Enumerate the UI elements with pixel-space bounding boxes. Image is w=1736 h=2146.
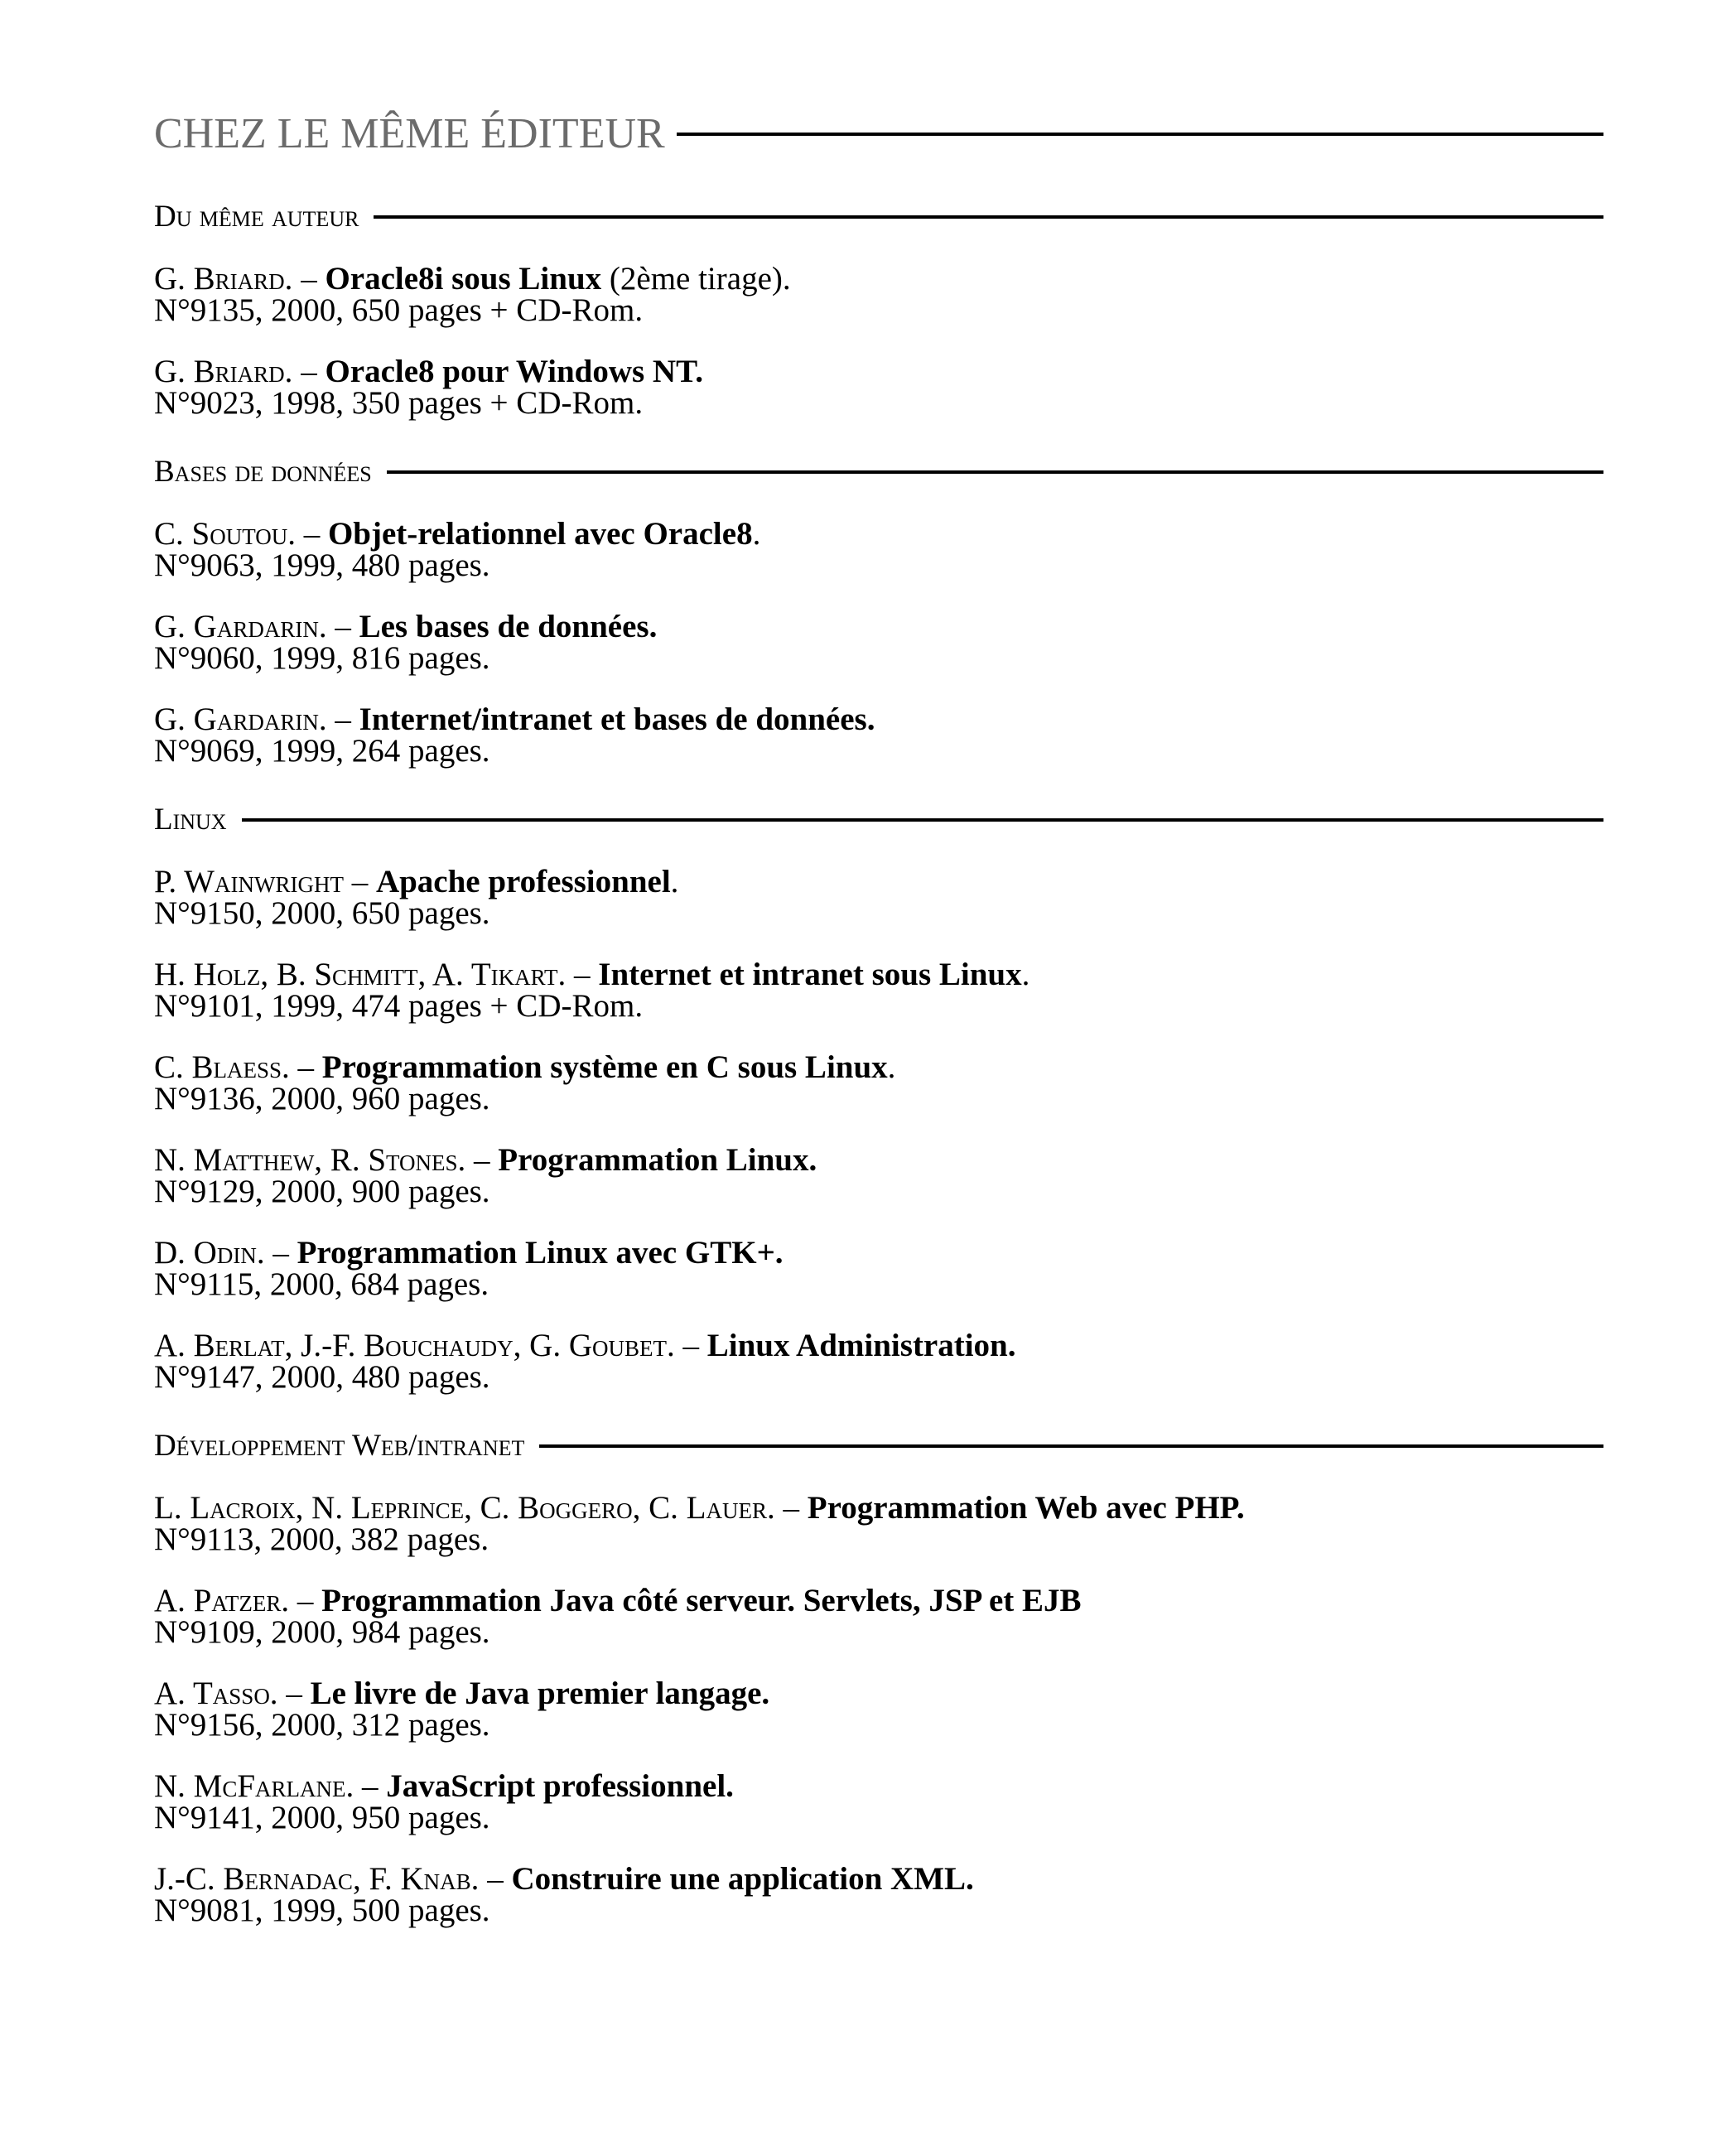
book-title-suffix: . xyxy=(670,864,679,899)
book-separator: – xyxy=(295,516,328,552)
book-details: N°9150, 2000, 650 pages. xyxy=(154,895,490,931)
book-separator: – xyxy=(479,1861,512,1897)
section-heading-text: Linux xyxy=(154,803,227,837)
book-details: N°9115, 2000, 684 pages. xyxy=(154,1266,489,1302)
book-entry-line xyxy=(154,1049,1603,1085)
book-details: N°9135, 2000, 650 pages + CD-Rom. xyxy=(154,292,644,328)
book-entry-line xyxy=(154,1330,1603,1362)
section-rule xyxy=(387,470,1603,474)
book-entry-line xyxy=(154,1678,1603,1710)
book-entry xyxy=(154,1678,1603,1741)
book-entry xyxy=(154,1142,1603,1209)
book-details: N°9147, 2000, 480 pages. xyxy=(154,1359,490,1395)
catalog-sections xyxy=(154,194,1603,1927)
section-heading xyxy=(154,194,1603,240)
section-heading xyxy=(154,797,1603,843)
book-title: Programmation Linux. xyxy=(498,1142,817,1178)
book-entry xyxy=(154,518,1603,581)
book-details: N°9141, 2000, 950 pages. xyxy=(154,1800,490,1835)
book-entry xyxy=(154,611,1603,674)
book-authors: C. Blaess. xyxy=(154,1049,290,1085)
book-entry-line xyxy=(154,866,1603,898)
book-authors: P. Wainwright xyxy=(154,864,344,899)
book-separator: – xyxy=(264,1235,297,1271)
book-details: N°9081, 1999, 500 pages. xyxy=(154,1893,490,1928)
book-entry xyxy=(154,356,1603,419)
book-separator: – xyxy=(292,261,326,297)
section-rule xyxy=(242,818,1603,822)
book-title: Les bases de données. xyxy=(359,609,658,644)
book-separator: – xyxy=(774,1490,808,1526)
book-title: Programmation Linux avec GTK+. xyxy=(297,1235,784,1271)
book-entry-line xyxy=(154,263,1603,295)
book-title-suffix: . xyxy=(752,516,761,552)
book-separator: – xyxy=(326,702,359,737)
book-details: N°9023, 1998, 350 pages + CD-Rom. xyxy=(154,385,644,421)
book-authors: N. McFarlane. xyxy=(154,1768,354,1804)
book-entry xyxy=(154,959,1603,1022)
book-entry-line xyxy=(154,1490,1603,1526)
book-entry xyxy=(154,1861,1603,1928)
book-entry xyxy=(154,1585,1603,1648)
book-entry xyxy=(154,1768,1603,1835)
book-separator: – xyxy=(343,864,376,899)
book-title-suffix: . xyxy=(1021,957,1030,992)
book-details: N°9101, 1999, 474 pages + CD-Rom. xyxy=(154,988,644,1024)
book-title: Apache professionnel xyxy=(375,864,671,899)
book-entry-line xyxy=(154,518,1603,550)
book-entry xyxy=(154,1237,1603,1300)
book-authors: G. Gardarin. xyxy=(154,702,327,737)
section-rule xyxy=(374,215,1603,219)
book-title: Internet et intranet sous Linux xyxy=(598,957,1022,992)
book-entry xyxy=(154,1330,1603,1393)
book-separator: – xyxy=(289,1583,322,1618)
book-separator: – xyxy=(289,1049,322,1085)
heading-rule xyxy=(677,133,1603,136)
book-title: Oracle8 pour Windows NT. xyxy=(325,354,703,389)
section-heading xyxy=(154,449,1603,495)
book-entry-line xyxy=(154,611,1603,643)
book-title: Objet-relationnel avec Oracle8 xyxy=(327,516,753,552)
section-heading-text: Bases de données xyxy=(154,455,372,489)
section-heading-text: Développement Web/intranet xyxy=(154,1429,525,1463)
section-heading xyxy=(154,1423,1603,1469)
book-entry xyxy=(154,1490,1603,1557)
book-entry-line xyxy=(154,704,1603,735)
book-details: N°9136, 2000, 960 pages. xyxy=(154,1081,490,1116)
book-entry-line xyxy=(154,1142,1603,1178)
book-entry-line xyxy=(154,1585,1603,1617)
book-separator: – xyxy=(566,957,599,992)
book-details: N°9113, 2000, 382 pages. xyxy=(154,1521,489,1557)
book-separator: – xyxy=(674,1328,707,1363)
book-separator: – xyxy=(354,1768,387,1804)
book-authors: G. Gardarin. xyxy=(154,609,327,644)
book-entry xyxy=(154,1049,1603,1116)
book-authors: A. Patzer. xyxy=(154,1583,290,1618)
book-separator: – xyxy=(277,1676,311,1711)
book-separator: – xyxy=(465,1142,499,1178)
book-details: N°9060, 1999, 816 pages. xyxy=(154,640,490,676)
book-details: N°9069, 1999, 264 pages. xyxy=(154,733,490,769)
page-heading xyxy=(154,104,1603,164)
book-entry-line xyxy=(154,1237,1603,1269)
book-title: Programmation Java côté serveur. Servlets, JSP et EJB xyxy=(321,1583,1082,1618)
book-title: Construire une application XML. xyxy=(511,1861,974,1897)
catalog-content xyxy=(154,104,1603,1956)
book-title: Oracle8i sous Linux xyxy=(325,261,602,297)
book-details: N°9129, 2000, 900 pages. xyxy=(154,1174,490,1209)
book-entry xyxy=(154,866,1603,929)
book-separator: – xyxy=(326,609,359,644)
book-authors: A. Berlat, J.-F. Bouchaudy, G. Goubet. xyxy=(154,1328,675,1363)
book-title: Programmation Web avec PHP. xyxy=(807,1490,1245,1526)
book-title: JavaScript professionnel. xyxy=(386,1768,734,1804)
book-authors: G. Briard. xyxy=(154,354,293,389)
book-title-suffix: . xyxy=(887,1049,896,1085)
book-authors: A. Tasso. xyxy=(154,1676,278,1711)
book-authors: J.-C. Bernadac, F. Knab. xyxy=(154,1861,480,1897)
book-authors: H. Holz, B. Schmitt, A. Tikart. xyxy=(154,957,567,992)
page-heading-text: CHEZ LE MÊME ÉDITEUR xyxy=(154,110,665,157)
book-details: N°9156, 2000, 312 pages. xyxy=(154,1707,490,1743)
book-authors: N. Matthew, R. Stones. xyxy=(154,1142,466,1178)
book-entry-line xyxy=(154,1768,1603,1804)
book-title: Programmation système en C sous Linux xyxy=(321,1049,888,1085)
book-separator: – xyxy=(292,354,326,389)
book-authors: C. Soutou. xyxy=(154,516,296,552)
book-title: Internet/intranet et bases de données. xyxy=(359,702,875,737)
book-details: N°9063, 1999, 480 pages. xyxy=(154,547,490,583)
book-authors: L. Lacroix, N. Leprince, C. Boggero, C. Lauer. xyxy=(154,1490,775,1526)
book-entry-line xyxy=(154,1861,1603,1897)
book-entry xyxy=(154,263,1603,326)
book-title-suffix: (2ème tirage). xyxy=(601,261,791,297)
book-details: N°9109, 2000, 984 pages. xyxy=(154,1614,490,1650)
section-heading-text: Du même auteur xyxy=(154,200,359,234)
section-rule xyxy=(539,1444,1603,1448)
book-authors: G. Briard. xyxy=(154,261,293,297)
book-title: Le livre de Java premier langage. xyxy=(310,1676,770,1711)
book-entry xyxy=(154,704,1603,767)
book-entry-line xyxy=(154,959,1603,991)
book-title: Linux Administration. xyxy=(706,1328,1016,1363)
book-authors: D. Odin. xyxy=(154,1235,265,1271)
book-entry-line xyxy=(154,356,1603,388)
